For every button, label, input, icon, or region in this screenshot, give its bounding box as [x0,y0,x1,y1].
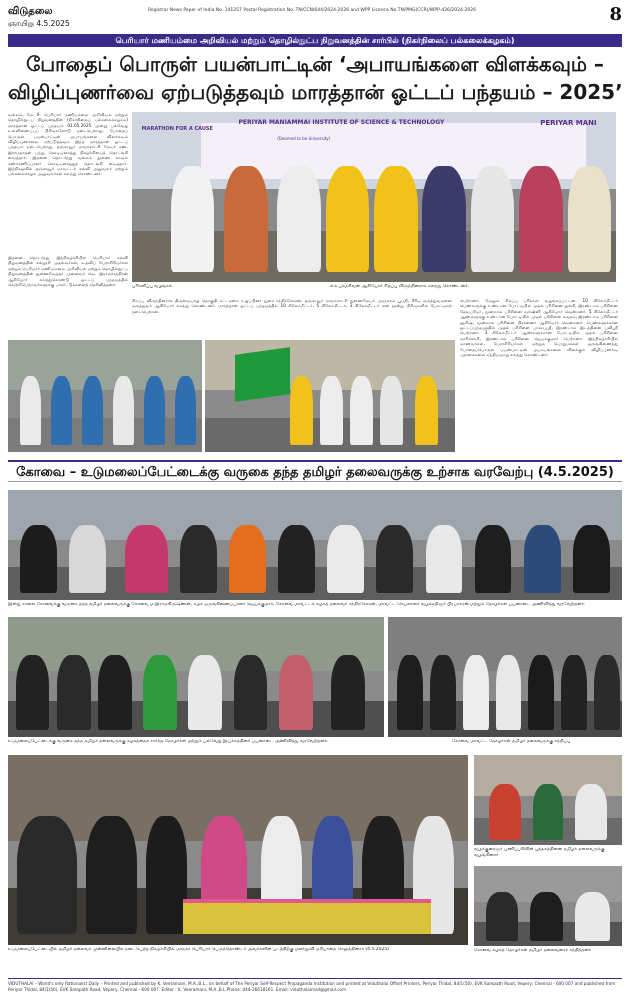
paper-date: ஞாயிறு 4.5.2025 [8,19,70,28]
caption-coimbatore: இன்று காலை கோவைக்கு வருகை தந்த தமிழர் தலைவருக்கு கோவை ம.இராமகிருஷ்ணன், கழக ஒருங்கிணைப்பாளர் ஜெயக்குமார், கோவை மாவட்டக் கழகத் தலைவர் சந்திரசேகரன், மாவட்ட செயலாளர் வழக்கறிஞர் பிரபாகரன் மற்றும் தோழர்கள் பயனாடை அணிவித்து வரவேற்றனர். [8,602,586,607]
floral-tribute-photo [8,755,468,945]
headline-line-2: விழிப்புணர்வை ஏற்படுத்தவும் மாரத்தான் ஓட்டப் பந்தயம் – 2025’ [8,80,623,104]
page-number: 8 [609,4,622,25]
paper-name: விடுதலை [8,6,53,17]
caption-book-presentation: வழக்குரைஞர் பணிப்பரிவின் புத்தகத்தினை தமிழர் தலைவருக்கு வழங்கினார் [474,847,605,858]
section2-title: கோவை – உடுமலைப்பேட்டைக்கு வருகை தந்த தமிழர் தலைவருக்கு உற்சாக வரவேற்பு (4.5.2025) [8,460,622,482]
book-presentation-photo [474,755,622,845]
flag-off-photo [205,340,455,452]
banner-subtitle: (Deemed to be University) [277,135,331,141]
footer-imprint [8,978,622,992]
footer-line-2: Periyar Thidal, 84/1(50), EVK Sampath Road, Vepery, Chennai - 600 007. Editor : K. Veeramani, M.A.,B.L.Phone: 044-26618161. Email: viduthalaimail@gmail.com [8,986,347,992]
strap-line: பெரியார் மணியம்மை அறிவியல் மற்றும் தொழில்நுட்ப நிறுவனத்தின் சார்பில் (நிகர்நிலைப் பல்கலைக்கழகம்) [8,34,622,47]
flower-garland-table [183,899,431,933]
headline-line-1: போதைப் பொருள் பயன்பாட்டின் ‘அபாயங்களை விளக்கவும் – [26,52,604,76]
banner-title: PERIYAR MANIAMMAI INSTITUTE OF SCIENCE & TECHNOLOGY [238,118,445,126]
footer-line-1: VIDUTHALAI – World's only Rationalist Daily – Printed and published by K. Veeramani, M.A.,B.L., on behalf of The Periyar Self-Respect Propaganda Institution and printed at Viduthalai Offset Printers, Periyar Thidal, 84/1(50), EVK Sampath Road, Vepery, Chennai - 600 007 and published from [8,981,616,986]
caption-guests: எம்.பரமசிவன் ஆகியோர் சிறப்பு விருந்தினராக கலந்து கொண்டனர். [330,284,469,289]
caption-prize: பரிசளிப்பு வழங்கல் [132,284,173,289]
group-photo-marathon [132,112,616,282]
headline [8,50,622,106]
banner-logo-text: PERIYAR MANI [540,118,597,127]
udumalpet-welcome-photo [8,617,384,737]
masthead [8,6,622,32]
article-body-left: வல்லம், மே 4- பெரியார் மணியம்மை அறிவியல் மற்றும் தொழில்நுட்ப நிறுவனத்தின் (நிகர்நிலைப் பல்கலைக்கழகம்) மாரத்தான் ஓட்டப் பந்தயம் 01.05.2025 அன்று பல்வேறு உள்ளிணைப்புப் பிரிவுகளோடு நடைபெற்றது. போதைப் பொருள் பயன்பாட்டின் அபாயங்களை விளக்கவும் விழிப்புணர்வை ஏற்படுத்தவும் இந்த மாரத்தான் ஓட்டப் பந்தயம் நடைபெற்றது. தஞ்சாவூர் மாநகராட்சி மேயர் சண். இராமநாதன் பந்து கொடியசைத்து நிகழ்ச்சியைத் தொடங்கி வைத்தார். இதனை தொடர்ந்து வல்லம் துணை காவல் கண்காணிப்பாளர் கொடியசைத்துத் தொடங்கி வைத்தார். இந்நிகழ்வில் தஞ்சாவூர் மாவட்டக் கல்வி அலுவலர் மற்றும் பல்கலைக்கழக அலுவலர்கள் கலந்து கொண்டனர். [8,112,128,177]
article-body-left-2: இதனை தொடர்ந்து இந்நிகழ்ச்சியில் பெரியார் கல்வி நிறுவனத்தின் கல்லூரி முதல்வர்கள், உதவிப் பேராசிரியர்கள் மற்றும் பெரியார் மணியம்மை அறிவியல் மற்றும் தொழில்நுட்ப நிறுவனத்தின் துணைவேந்தர் முனைவர் வெ. இராமச்சந்திரன் ஆகியோர் கலந்துகொண்டு ஓட்டப் பந்தயத்தில் வெற்றிபெற்றவர்களுக்கு பாராட்டுக்களைத் தெரிவித்தனர். [8,255,128,288]
caption-comrades-meeting: கோவை கழகத் தோழர்கள் தமிழர் தலைவரைச் சந்தித்தனர் [474,948,592,953]
runners-photo [8,340,202,452]
caption-floral-tribute: உடுமலைப்பேட்டையில் தமிழர் தலைவர் முன்னிலையில் நடைபெற்ற நிகழ்ச்சியில் மாநகர பெரியார் பெருந்தொண்டர் அவர்களின் படத்திற்கு மலர்தூவி மரியாதை செலுத்தினார் (4.5.2025) [8,947,389,952]
comrades-meeting-photo [474,866,622,946]
registration-line: Registrar News Paper of India No. 141257 Postal Registration No. TN/CCN/644/2024-2026 and WPP Licence No TN/PMG(CCR)/WPP-426/2024-2026 [148,8,476,13]
green-flag [235,347,290,402]
article-body-middle: சிறப்பு விருந்தினராக திருவையாறு தொகுதி சட்டமன்ற உறுப்பினர் துரை சந்திரசேகரன், தஞ்சாவூர் மாநகராட்சி துணைமேயர் அஞ்சுகம் பூபதி, கீரிடி மருத்துவமனை மருத்துவர் ஆகியோர் கலந்து கொண்டனர். மாரத்தான் ஓட்டப் பந்தயத்தில் 10 கிலோமீட்டர், 5 கிலோமீட்டர், 3 கிலோமீட்டர் என மூன்று பிரிவுகளில் போட்டிகள் நடைபெற்றன. [132,298,452,314]
article-body-right: பெற்றனர். மேலும் சிறப்பு பரிசுகள் வழங்கப்பட்டன. 10 கிலோமீட்டர் பெண்களுக்கு உண்டான போட்டியில் முதல் பரிசினை துளசி, இரண்டாம் பரிசினை தேவப்ரியா, மூன்றாம் பரிசினை வர்ஷினி ஆகியோர் வென்றனர். 5 கிலோமீட்டர் ஆண்களுக்கு உண்டான போட்டியில் முதல் பரிசினை கவுதம், இரண்டாம் பரிசினை ஹரிஷ், மூன்றாம் பரிசினை பிரசன்னா ஆகியோர் வென்றனர். பெண்களுக்கான ஓட்டப்பந்தயத்தில் முதல் பரிசினை பாவ்யஸ்ரீ, இரண்டாம் இடத்தினை பவிஸ்ரீ பெற்றனர். 3 கிலோமீட்டர் ஆண்களுக்கான போட்டியில் முதல் பரிசினை மாரிச்சாமி, இரண்டாம் பரிசினை ஜெயக்குமார் பெற்றனர். இந்நிகழ்ச்சியில் மாணவர்கள், பேராசிரியர்கள் மற்றும் பொதுமக்கள் ஒருங்கிணைந்து போதைப்பொருள் பயன்பாட்டின் அபாயங்களை விளக்கும் விழிப்புணர்வு பதாகைகளை ஏந்தியவாறு கலந்து கொண்டனர். [460,298,618,358]
udumalpet-seated-photo [388,617,622,737]
marathon-tag: MARATHON FOR A CAUSE [141,125,213,132]
coimbatore-welcome-photo [8,490,622,600]
caption-udumalpet: உடுமலைப்பேட்டைக்கு வருகை தந்த தமிழர் தலைவருக்கு கழகத்தைச் சார்ந்த தோழர்கள் மற்றும் பல்வேறு இயக்கத்தினர் பயனாடை அணிவித்து வரவேற்றனர். [8,739,329,744]
caption-coimbatore-comrades: கோவை மாவட்ட தோழர்கள் தமிழர் தலைவருக்கு சந்திப்பு [452,739,571,744]
